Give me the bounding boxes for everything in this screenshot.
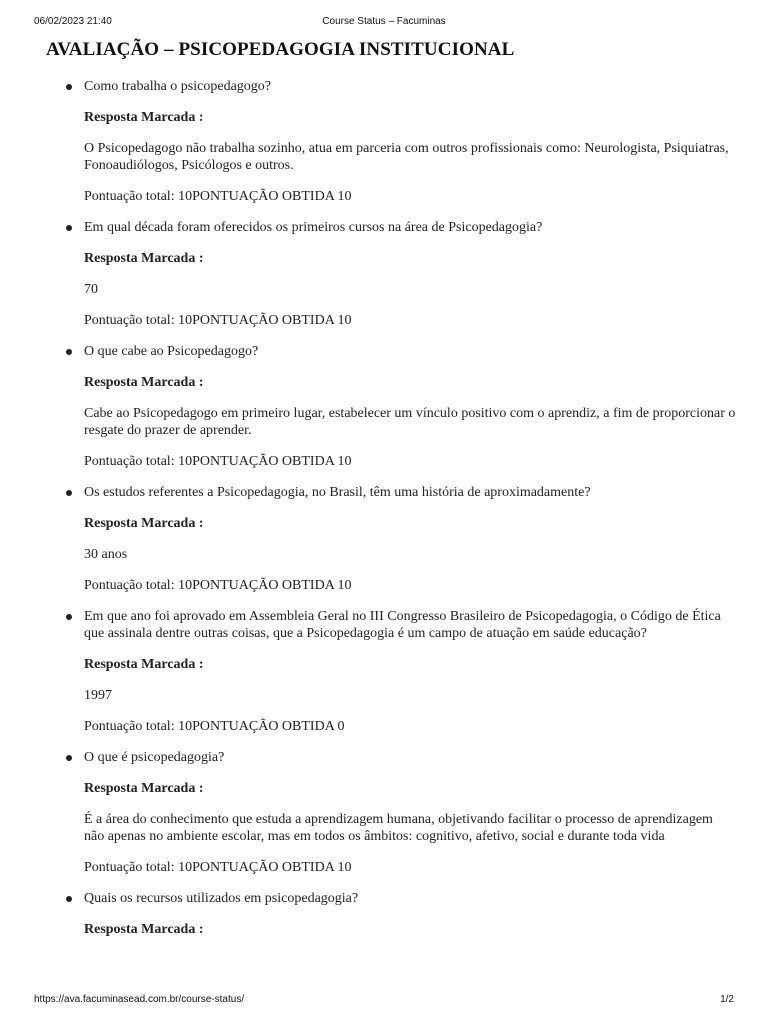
answer-text: É a área do conhecimento que estuda a aprendizagem humana, objetivando facilitar o processo de aprendizagem não apenas no ambiente escolar, mas em todos os âmbitos: cognitivo, afetivo, social e durante toda vida	[84, 812, 713, 844]
question-item	[46, 749, 736, 876]
answer-label: Resposta Marcada :	[84, 110, 204, 125]
question-item	[46, 343, 736, 470]
print-page-title: Course Status – Facuminas	[322, 16, 446, 27]
question-item	[46, 219, 736, 329]
main-content	[46, 39, 736, 952]
answer-text: 30 anos	[84, 547, 128, 562]
print-footer	[34, 994, 734, 1008]
bullet-icon	[66, 490, 72, 496]
score-text: Pontuação total: 10PONTUAÇÃO OBTIDA 10	[84, 860, 352, 875]
answer-label: Resposta Marcada :	[84, 516, 204, 531]
question-text: Como trabalha o psicopedagogo?	[84, 79, 272, 94]
bullet-icon	[66, 614, 72, 620]
question-text: Quais os recursos utilizados em psicopedagogia?	[84, 891, 359, 906]
bullet-icon	[66, 225, 72, 231]
question-item	[46, 78, 736, 205]
question-text: Os estudos referentes a Psicopedagogia, no Brasil, têm uma história de aproximadamente?	[84, 485, 591, 500]
question-text: Em que ano foi aprovado em Assembleia Geral no III Congresso Brasileiro de Psicopedagogia, o Código de Ética que assinala dentre outras coisas, que a Psicopedagogia é um campo de atuação em saúde educação?	[84, 609, 721, 641]
print-datetime: 06/02/2023 21:40	[34, 16, 112, 27]
answer-text: Cabe ao Psicopedagogo em primeiro lugar, estabelecer um vínculo positivo com o aprendiz, a fim de proporcionar o resgate do prazer de aprender.	[84, 406, 736, 438]
print-header	[34, 16, 734, 30]
answer-text: 1997	[84, 688, 112, 703]
answer-label: Resposta Marcada :	[84, 251, 204, 266]
question-item	[46, 484, 736, 594]
score-text: Pontuação total: 10PONTUAÇÃO OBTIDA 10	[84, 454, 352, 469]
question-item	[46, 890, 736, 938]
bullet-icon	[66, 84, 72, 90]
answer-label: Resposta Marcada :	[84, 781, 204, 796]
page-number: 1/2	[720, 994, 734, 1005]
question-text: O que é psicopedagogia?	[84, 750, 225, 765]
question-text: O que cabe ao Psicopedagogo?	[84, 344, 259, 359]
bullet-icon	[66, 896, 72, 902]
question-item	[46, 608, 736, 735]
answer-text: O Psicopedagogo não trabalha sozinho, atua em parceria com outros profissionais como: Neurologista, Psiquiatras, Fonoaudiólogos, Psicólogos e outros.	[84, 141, 729, 173]
bullet-icon	[66, 755, 72, 761]
page-title: AVALIAÇÃO – PSICOPEDAGOGIA INSTITUCIONAL	[46, 39, 515, 60]
answer-label: Resposta Marcada :	[84, 657, 204, 672]
bullet-icon	[66, 349, 72, 355]
answer-label: Resposta Marcada :	[84, 375, 204, 390]
score-text: Pontuação total: 10PONTUAÇÃO OBTIDA 10	[84, 313, 352, 328]
answer-label: Resposta Marcada :	[84, 922, 204, 937]
question-text: Em qual década foram oferecidos os primeiros cursos na área de Psicopedagogia?	[84, 220, 543, 235]
answer-text: 70	[84, 282, 98, 297]
score-text: Pontuação total: 10PONTUAÇÃO OBTIDA 0	[84, 719, 345, 734]
print-url: https://ava.facuminasead.com.br/course-status/	[34, 994, 245, 1005]
score-text: Pontuação total: 10PONTUAÇÃO OBTIDA 10	[84, 578, 352, 593]
score-text: Pontuação total: 10PONTUAÇÃO OBTIDA 10	[84, 189, 352, 204]
question-list	[46, 78, 736, 938]
